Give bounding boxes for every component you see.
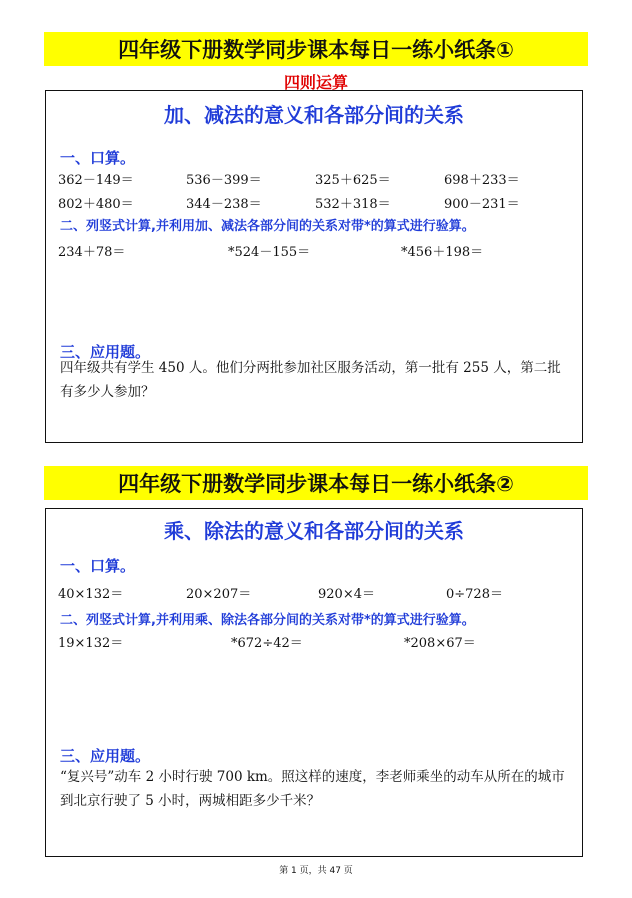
worksheet-card-1 bbox=[45, 90, 583, 443]
oral-problem: 362－149＝ bbox=[58, 173, 134, 188]
oral-heading: 一、口算。 bbox=[60, 557, 136, 575]
worksheet-banner-2: 四年级下册数学同步课本每日一练小纸条② bbox=[44, 466, 588, 500]
card-title: 乘、除法的意义和各部分间的关系 bbox=[164, 519, 464, 543]
vertical-problem: *208×67＝ bbox=[404, 636, 476, 651]
vertical-problem: *524－155＝ bbox=[228, 245, 311, 260]
word-problem-heading: 三、应用题。 bbox=[60, 747, 151, 765]
worksheet-banner-1: 四年级下册数学同步课本每日一练小纸条① bbox=[44, 32, 588, 66]
oral-problem: 920×4＝ bbox=[318, 587, 375, 602]
vertical-heading: 二、列竖式计算,并利用加、减法各部分间的关系对带*的算式进行验算。 bbox=[60, 219, 475, 234]
worksheet-card-2 bbox=[45, 508, 583, 857]
vertical-problem: 19×132＝ bbox=[58, 636, 124, 651]
card-title: 加、减法的意义和各部分间的关系 bbox=[164, 103, 464, 127]
oral-problem: 325＋625＝ bbox=[315, 173, 391, 188]
word-problem-text: 四年级共有学生 450 人。他们分两批参加社区服务活动，第一批有 255 人，第二批有多少人参加？ bbox=[60, 360, 561, 400]
section-label: 四则运算 bbox=[283, 73, 348, 92]
oral-problem: 20×207＝ bbox=[186, 587, 252, 602]
word-problem-text: “复兴号”动车 2 小时行驶 700 km。照这样的速度，李老师乘坐的动车从所在的城市到北京行驶了 5 小时，两城相距多少千米？ bbox=[60, 769, 565, 809]
word-problem-heading: 三、应用题。 bbox=[60, 343, 151, 361]
oral-problem: 40×132＝ bbox=[58, 587, 124, 602]
oral-problem: 532＋318＝ bbox=[315, 197, 391, 212]
oral-problem: 802＋480＝ bbox=[58, 197, 134, 212]
oral-problem: 900－231＝ bbox=[444, 197, 520, 212]
vertical-problem: 234＋78＝ bbox=[58, 245, 126, 260]
oral-problem: 698＋233＝ bbox=[444, 173, 520, 188]
oral-heading: 一、口算。 bbox=[60, 149, 136, 167]
oral-problem: 0÷728＝ bbox=[446, 587, 503, 602]
oral-problem: 536－399＝ bbox=[186, 173, 262, 188]
page-footer: 第 1 页，共 47 页 bbox=[279, 866, 353, 876]
oral-problem: 344－238＝ bbox=[186, 197, 262, 212]
vertical-problem: *456＋198＝ bbox=[401, 245, 484, 260]
vertical-heading: 二、列竖式计算,并利用乘、除法各部分间的关系对带*的算式进行验算。 bbox=[60, 613, 475, 628]
vertical-problem: *672÷42＝ bbox=[231, 636, 303, 651]
